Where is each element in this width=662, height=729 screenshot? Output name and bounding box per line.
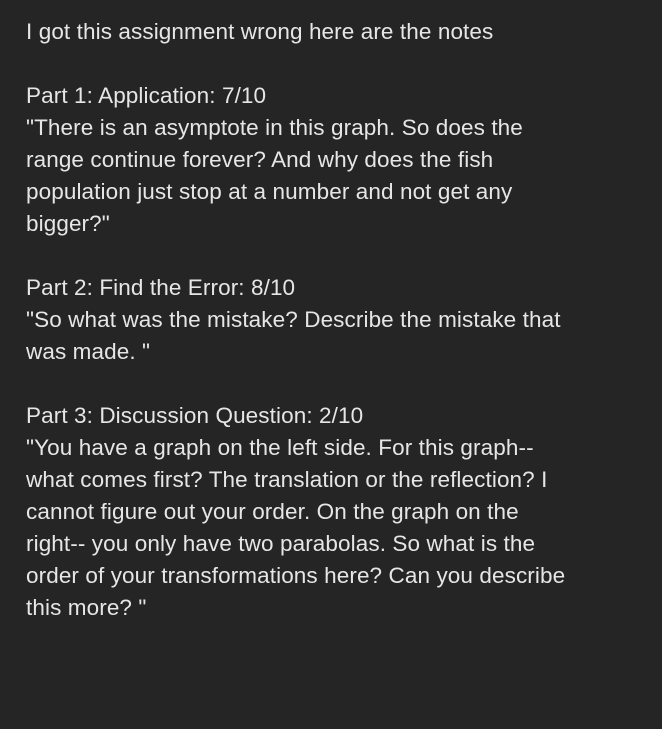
part-2-comment-line: "So what was the mistake? Describe the mistake that — [26, 307, 561, 332]
blank-line — [26, 240, 642, 272]
blank-line — [26, 48, 642, 80]
part-1-heading: Part 1: Application: 7/10 — [26, 83, 267, 108]
part-2-heading: Part 2: Find the Error: 8/10 — [26, 275, 296, 300]
part-3-heading: Part 3: Discussion Question: 2/10 — [26, 403, 364, 428]
note-intro: I got this assignment wrong here are the notes — [26, 19, 494, 44]
part-1-comment-line: population just stop at a number and not get any — [26, 179, 513, 204]
part-3-comment-line: what comes first? The translation or the reflection? I — [26, 467, 548, 492]
part-3-comment-line: order of your transformations here? Can you describe — [26, 563, 566, 588]
part-1-section — [26, 80, 642, 240]
part-3-comment-line: right-- you only have two parabolas. So what is the — [26, 531, 536, 556]
part-1-comment-line: "There is an asymptote in this graph. So does the — [26, 115, 523, 140]
part-3-comment-line: "You have a graph on the left side. For this graph-- — [26, 435, 534, 460]
part-3-comment-line: this more? " — [26, 595, 147, 620]
blank-line — [26, 368, 642, 400]
part-3-comment-line: cannot figure out your order. On the graph on the — [26, 499, 519, 524]
part-2-section — [26, 272, 642, 368]
part-2-comment-line: was made. " — [26, 339, 151, 364]
part-1-comment-line: range continue forever? And why does the fish — [26, 147, 494, 172]
part-3-section — [26, 400, 642, 624]
part-1-comment-line: bigger?" — [26, 211, 110, 236]
